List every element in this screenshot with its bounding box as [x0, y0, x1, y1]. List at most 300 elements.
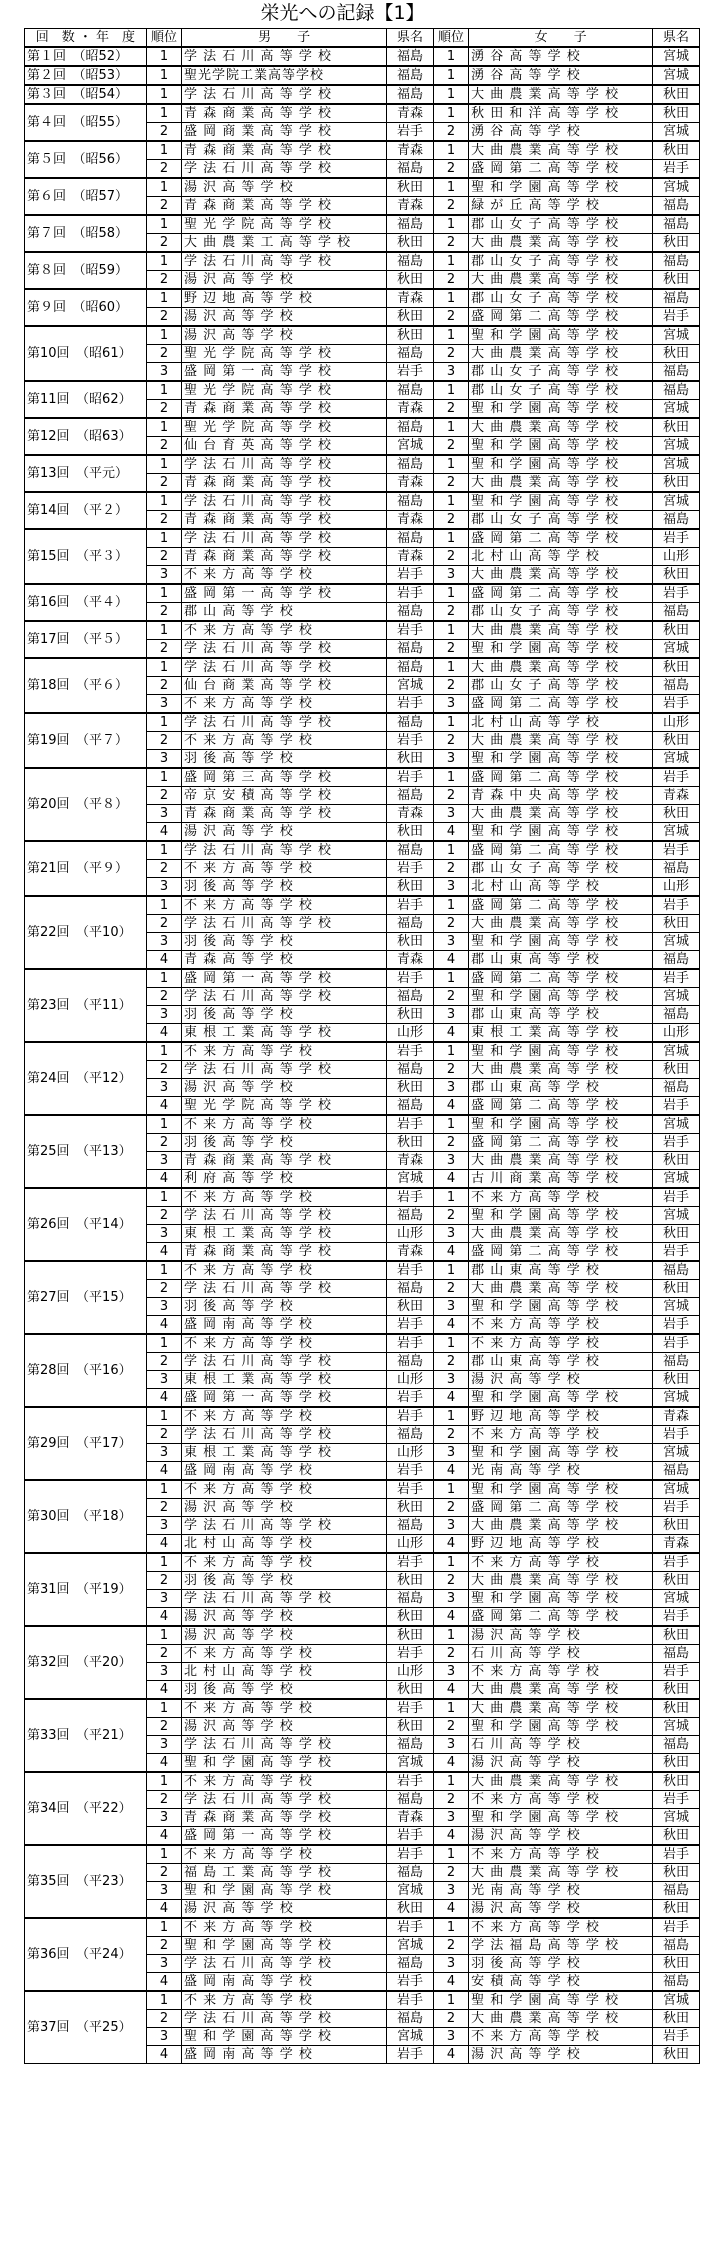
- pref-boys-cell: 福島: [387, 787, 434, 805]
- edition-cell: 第３回 （昭54）: [25, 85, 147, 104]
- school-boys-cell: 大 曲 農 業 工 高 等 学 校: [182, 234, 387, 253]
- rank-girls-cell: 2: [433, 234, 468, 253]
- school-boys-cell: 学 法 石 川 高 等 学 校: [182, 658, 387, 677]
- edition-cell: 第15回 （平３）: [25, 529, 147, 584]
- pref-boys-cell: 宮城: [387, 1754, 434, 1773]
- pref-boys-cell: 秋田: [387, 234, 434, 253]
- school-girls-cell: 聖 和 学 園 高 等 学 校: [469, 455, 653, 474]
- edition-cell: 第14回 （平２）: [25, 492, 147, 529]
- school-girls-cell: 聖 和 学 園 高 等 学 校: [469, 1298, 653, 1316]
- rank-boys-cell: 2: [146, 548, 181, 566]
- school-girls-cell: 大 曲 農 業 高 等 学 校: [469, 1225, 653, 1243]
- rank-girls-cell: 4: [433, 1097, 468, 1116]
- school-boys-cell: 聖 光 学 院 高 等 学 校: [182, 215, 387, 234]
- school-boys-cell: 仙 台 育 英 高 等 学 校: [182, 437, 387, 456]
- rank-girls-cell: 1: [433, 1918, 468, 1937]
- pref-boys-cell: 福島: [387, 1353, 434, 1371]
- pref-boys-cell: 福島: [387, 1061, 434, 1079]
- school-boys-cell: 不 来 方 高 等 学 校: [182, 1334, 387, 1353]
- pref-boys-cell: 福島: [387, 252, 434, 271]
- pref-girls-cell: 秋田: [653, 915, 700, 933]
- rank-girls-cell: 1: [433, 1991, 468, 2010]
- rank-girls-cell: 2: [433, 1791, 468, 1809]
- school-boys-cell: 学 法 石 川 高 等 学 校: [182, 47, 387, 66]
- rank-girls-cell: 3: [433, 566, 468, 585]
- pref-girls-cell: 宮城: [653, 988, 700, 1006]
- school-girls-cell: 盛 岡 第 二 高 等 学 校: [469, 529, 653, 548]
- pref-girls-cell: 宮城: [653, 47, 700, 66]
- table-row: [25, 47, 700, 66]
- school-girls-cell: 北 村 山 高 等 学 校: [469, 548, 653, 566]
- school-boys-cell: 東 根 工 業 高 等 学 校: [182, 1371, 387, 1389]
- rank-boys-cell: 3: [146, 1955, 181, 1973]
- school-girls-cell: 聖 和 学 園 高 等 学 校: [469, 400, 653, 419]
- school-boys-cell: 湯 沢 高 等 学 校: [182, 1626, 387, 1645]
- rank-boys-cell: 2: [146, 1134, 181, 1152]
- school-girls-cell: 聖 和 学 園 高 等 学 校: [469, 178, 653, 197]
- school-boys-cell: 不 来 方 高 等 学 校: [182, 1553, 387, 1572]
- school-girls-cell: 聖 和 学 園 高 等 学 校: [469, 640, 653, 659]
- rank-girls-cell: 3: [433, 805, 468, 823]
- rank-boys-cell: 3: [146, 805, 181, 823]
- pref-boys-cell: 福島: [387, 1207, 434, 1225]
- school-boys-cell: 聖光学院工業高等学校: [182, 66, 387, 85]
- school-boys-cell: 青 森 商 業 高 等 学 校: [182, 141, 387, 160]
- rank-boys-cell: 3: [146, 1517, 181, 1535]
- rank-boys-cell: 3: [146, 1152, 181, 1170]
- pref-girls-cell: 秋田: [653, 345, 700, 363]
- pref-boys-cell: 宮城: [387, 677, 434, 695]
- pref-girls-cell: 福島: [653, 603, 700, 622]
- pref-girls-cell: 秋田: [653, 1955, 700, 1973]
- pref-girls-cell: 岩手: [653, 1334, 700, 1353]
- header-pref-girls: 県名: [653, 29, 700, 48]
- school-boys-cell: 東 根 工 業 高 等 学 校: [182, 1225, 387, 1243]
- rank-boys-cell: 3: [146, 750, 181, 769]
- edition-cell: 第７回 （昭58）: [25, 215, 147, 252]
- pref-girls-cell: 秋田: [653, 1280, 700, 1298]
- school-girls-cell: 安 積 高 等 学 校: [469, 1973, 653, 1992]
- rank-girls-cell: 2: [433, 1645, 468, 1663]
- rank-girls-cell: 1: [433, 841, 468, 860]
- pref-boys-cell: 秋田: [387, 1900, 434, 1919]
- pref-girls-cell: 秋田: [653, 2010, 700, 2028]
- table-row: [25, 141, 700, 160]
- table-row: [25, 104, 700, 123]
- pref-girls-cell: 福島: [653, 1736, 700, 1754]
- edition-cell: 第23回 （平11）: [25, 969, 147, 1042]
- rank-boys-cell: 2: [146, 915, 181, 933]
- edition-cell: 第34回 （平22）: [25, 1772, 147, 1845]
- rank-boys-cell: 3: [146, 1736, 181, 1754]
- rank-boys-cell: 2: [146, 345, 181, 363]
- rank-girls-cell: 1: [433, 141, 468, 160]
- pref-girls-cell: 宮城: [653, 933, 700, 951]
- pref-girls-cell: 岩手: [653, 1918, 700, 1937]
- school-girls-cell: 湧 谷 高 等 学 校: [469, 66, 653, 85]
- pref-girls-cell: 青森: [653, 1407, 700, 1426]
- school-girls-cell: 大 曲 農 業 高 等 学 校: [469, 1517, 653, 1535]
- pref-girls-cell: 福島: [653, 1006, 700, 1024]
- school-girls-cell: 盛 岡 第 二 高 等 学 校: [469, 584, 653, 603]
- rank-boys-cell: 4: [146, 1243, 181, 1262]
- school-girls-cell: 大 曲 農 業 高 等 学 校: [469, 566, 653, 585]
- edition-cell: 第16回 （平４）: [25, 584, 147, 621]
- rank-boys-cell: 1: [146, 1115, 181, 1134]
- table-row: [25, 1626, 700, 1645]
- school-boys-cell: 聖 和 学 園 高 等 学 校: [182, 1937, 387, 1955]
- rank-girls-cell: 4: [433, 2046, 468, 2064]
- pref-boys-cell: 岩手: [387, 1553, 434, 1572]
- school-girls-cell: 不 来 方 高 等 学 校: [469, 1845, 653, 1864]
- school-boys-cell: 不 来 方 高 等 学 校: [182, 1845, 387, 1864]
- rank-girls-cell: 3: [433, 1736, 468, 1754]
- rank-girls-cell: 3: [433, 1079, 468, 1097]
- school-boys-cell: 利 府 高 等 学 校: [182, 1170, 387, 1189]
- rank-girls-cell: 1: [433, 529, 468, 548]
- pref-boys-cell: 福島: [387, 915, 434, 933]
- pref-boys-cell: 福島: [387, 381, 434, 400]
- pref-girls-cell: 宮城: [653, 1389, 700, 1408]
- pref-boys-cell: 宮城: [387, 1170, 434, 1189]
- school-girls-cell: 野 辺 地 高 等 学 校: [469, 1407, 653, 1426]
- pref-girls-cell: 宮城: [653, 640, 700, 659]
- pref-boys-cell: 秋田: [387, 308, 434, 327]
- edition-cell: 第20回 （平８）: [25, 768, 147, 841]
- school-girls-cell: 郡 山 東 高 等 学 校: [469, 1006, 653, 1024]
- table-row: [25, 1261, 700, 1280]
- school-boys-cell: 羽 後 高 等 学 校: [182, 878, 387, 897]
- rank-girls-cell: 3: [433, 363, 468, 382]
- pref-boys-cell: 青森: [387, 289, 434, 308]
- rank-girls-cell: 1: [433, 215, 468, 234]
- pref-boys-cell: 福島: [387, 1426, 434, 1444]
- pref-girls-cell: 福島: [653, 1882, 700, 1900]
- school-boys-cell: 不 来 方 高 等 学 校: [182, 695, 387, 714]
- rank-girls-cell: 1: [433, 1626, 468, 1645]
- school-girls-cell: 古 川 商 業 高 等 学 校: [469, 1170, 653, 1189]
- rank-boys-cell: 4: [146, 1097, 181, 1116]
- school-girls-cell: 不 来 方 高 等 学 校: [469, 1426, 653, 1444]
- pref-boys-cell: 福島: [387, 492, 434, 511]
- rank-girls-cell: 4: [433, 1608, 468, 1627]
- rank-boys-cell: 2: [146, 1280, 181, 1298]
- school-girls-cell: 大 曲 農 業 高 等 学 校: [469, 915, 653, 933]
- pref-girls-cell: 宮城: [653, 1809, 700, 1827]
- school-boys-cell: 不 来 方 高 等 学 校: [182, 860, 387, 878]
- pref-girls-cell: 岩手: [653, 969, 700, 988]
- school-girls-cell: 野 辺 地 高 等 学 校: [469, 1535, 653, 1554]
- pref-boys-cell: 山形: [387, 1371, 434, 1389]
- school-girls-cell: 盛 岡 第 二 高 等 学 校: [469, 160, 653, 179]
- rank-boys-cell: 3: [146, 695, 181, 714]
- pref-girls-cell: 宮城: [653, 1718, 700, 1736]
- pref-girls-cell: 宮城: [653, 1115, 700, 1134]
- rank-boys-cell: 2: [146, 1499, 181, 1517]
- pref-boys-cell: 福島: [387, 658, 434, 677]
- rank-boys-cell: 1: [146, 66, 181, 85]
- pref-boys-cell: 福島: [387, 66, 434, 85]
- rank-boys-cell: 1: [146, 1845, 181, 1864]
- school-boys-cell: 湯 沢 高 等 学 校: [182, 178, 387, 197]
- pref-boys-cell: 秋田: [387, 1298, 434, 1316]
- school-girls-cell: 聖 和 学 園 高 等 学 校: [469, 492, 653, 511]
- table-row: [25, 1845, 700, 1864]
- school-boys-cell: 青 森 商 業 高 等 学 校: [182, 104, 387, 123]
- pref-girls-cell: 秋田: [653, 474, 700, 493]
- rank-boys-cell: 4: [146, 1608, 181, 1627]
- table-row: [25, 289, 700, 308]
- school-girls-cell: 盛 岡 第 二 高 等 学 校: [469, 1499, 653, 1517]
- school-girls-cell: 学 法 福 島 高 等 学 校: [469, 1937, 653, 1955]
- rank-girls-cell: 2: [433, 2010, 468, 2028]
- pref-girls-cell: 宮城: [653, 1207, 700, 1225]
- pref-girls-cell: 山形: [653, 1024, 700, 1043]
- pref-girls-cell: 福島: [653, 1973, 700, 1992]
- rank-boys-cell: 1: [146, 1918, 181, 1937]
- pref-girls-cell: 岩手: [653, 1097, 700, 1116]
- school-boys-cell: 不 来 方 高 等 学 校: [182, 732, 387, 750]
- rank-boys-cell: 2: [146, 1791, 181, 1809]
- pref-boys-cell: 岩手: [387, 1991, 434, 2010]
- rank-boys-cell: 2: [146, 123, 181, 142]
- school-boys-cell: 不 来 方 高 等 学 校: [182, 896, 387, 915]
- rank-girls-cell: 2: [433, 1426, 468, 1444]
- rank-boys-cell: 1: [146, 178, 181, 197]
- school-boys-cell: 湯 沢 高 等 学 校: [182, 271, 387, 290]
- pref-boys-cell: 福島: [387, 1517, 434, 1535]
- school-boys-cell: 学 法 石 川 高 等 学 校: [182, 640, 387, 659]
- pref-girls-cell: 岩手: [653, 1426, 700, 1444]
- school-girls-cell: 聖 和 学 園 高 等 学 校: [469, 823, 653, 842]
- pref-girls-cell: 岩手: [653, 308, 700, 327]
- rank-girls-cell: 4: [433, 1681, 468, 1700]
- rank-girls-cell: 2: [433, 640, 468, 659]
- edition-cell: 第25回 （平13）: [25, 1115, 147, 1188]
- table-row: [25, 584, 700, 603]
- pref-girls-cell: 青森: [653, 787, 700, 805]
- school-girls-cell: 郡 山 女 子 高 等 学 校: [469, 511, 653, 530]
- pref-girls-cell: 宮城: [653, 492, 700, 511]
- school-boys-cell: 仙 台 商 業 高 等 学 校: [182, 677, 387, 695]
- pref-boys-cell: 秋田: [387, 1572, 434, 1590]
- rank-girls-cell: 4: [433, 1462, 468, 1481]
- pref-boys-cell: 秋田: [387, 750, 434, 769]
- rank-boys-cell: 4: [146, 823, 181, 842]
- pref-boys-cell: 宮城: [387, 2028, 434, 2046]
- table-row: [25, 1042, 700, 1061]
- school-girls-cell: 聖 和 学 園 高 等 学 校: [469, 437, 653, 456]
- pref-boys-cell: 福島: [387, 345, 434, 363]
- pref-girls-cell: 岩手: [653, 1663, 700, 1681]
- school-girls-cell: 湯 沢 高 等 学 校: [469, 1626, 653, 1645]
- rank-boys-cell: 2: [146, 1937, 181, 1955]
- pref-girls-cell: 宮城: [653, 400, 700, 419]
- school-boys-cell: 学 法 石 川 高 等 学 校: [182, 455, 387, 474]
- school-boys-cell: 学 法 石 川 高 等 学 校: [182, 1426, 387, 1444]
- school-boys-cell: 聖 光 学 院 高 等 学 校: [182, 1097, 387, 1116]
- rank-boys-cell: 2: [146, 1426, 181, 1444]
- pref-girls-cell: 福島: [653, 1462, 700, 1481]
- school-girls-cell: 大 曲 農 業 高 等 学 校: [469, 1772, 653, 1791]
- pref-boys-cell: 岩手: [387, 695, 434, 714]
- pref-girls-cell: 岩手: [653, 1553, 700, 1572]
- school-boys-cell: 学 法 石 川 高 等 学 校: [182, 252, 387, 271]
- rank-boys-cell: 3: [146, 1590, 181, 1608]
- edition-cell: 第21回 （平９）: [25, 841, 147, 896]
- pref-boys-cell: 福島: [387, 1590, 434, 1608]
- edition-cell: 第９回 （昭60）: [25, 289, 147, 326]
- rank-boys-cell: 2: [146, 860, 181, 878]
- school-boys-cell: 盛 岡 南 高 等 学 校: [182, 1973, 387, 1992]
- pref-girls-cell: 福島: [653, 677, 700, 695]
- pref-girls-cell: 秋田: [653, 141, 700, 160]
- pref-boys-cell: 秋田: [387, 271, 434, 290]
- school-boys-cell: 盛 岡 南 高 等 学 校: [182, 1462, 387, 1481]
- rank-girls-cell: 1: [433, 1772, 468, 1791]
- pref-girls-cell: 宮城: [653, 66, 700, 85]
- rank-boys-cell: 3: [146, 1444, 181, 1462]
- school-boys-cell: 青 森 商 業 高 等 学 校: [182, 805, 387, 823]
- rank-boys-cell: 4: [146, 1316, 181, 1335]
- pref-girls-cell: 秋田: [653, 1152, 700, 1170]
- rank-girls-cell: 1: [433, 658, 468, 677]
- pref-boys-cell: 青森: [387, 805, 434, 823]
- rank-girls-cell: 2: [433, 271, 468, 290]
- rank-boys-cell: 2: [146, 640, 181, 659]
- rank-boys-cell: 1: [146, 1188, 181, 1207]
- rank-girls-cell: 1: [433, 1407, 468, 1426]
- pref-girls-cell: 福島: [653, 1079, 700, 1097]
- edition-cell: 第29回 （平17）: [25, 1407, 147, 1480]
- school-girls-cell: 郡 山 東 高 等 学 校: [469, 951, 653, 970]
- pref-boys-cell: 宮城: [387, 1882, 434, 1900]
- school-girls-cell: 石 川 高 等 学 校: [469, 1736, 653, 1754]
- rank-boys-cell: 4: [146, 1754, 181, 1773]
- school-boys-cell: 聖 和 学 園 高 等 学 校: [182, 1882, 387, 1900]
- school-girls-cell: 郡 山 女 子 高 等 学 校: [469, 252, 653, 271]
- pref-girls-cell: 岩手: [653, 584, 700, 603]
- rank-girls-cell: 1: [433, 1480, 468, 1499]
- school-boys-cell: 青 森 商 業 高 等 学 校: [182, 548, 387, 566]
- school-girls-cell: 聖 和 学 園 高 等 学 校: [469, 1207, 653, 1225]
- school-girls-cell: 湯 沢 高 等 学 校: [469, 1371, 653, 1389]
- school-girls-cell: 湯 沢 高 等 学 校: [469, 1754, 653, 1773]
- pref-boys-cell: 岩手: [387, 969, 434, 988]
- rank-girls-cell: 3: [433, 878, 468, 897]
- school-boys-cell: 聖 光 学 院 高 等 学 校: [182, 418, 387, 437]
- rank-boys-cell: 2: [146, 677, 181, 695]
- rank-boys-cell: 4: [146, 2046, 181, 2064]
- school-boys-cell: 不 来 方 高 等 学 校: [182, 1480, 387, 1499]
- pref-girls-cell: 秋田: [653, 234, 700, 253]
- pref-girls-cell: 宮城: [653, 455, 700, 474]
- rank-girls-cell: 1: [433, 713, 468, 732]
- pref-girls-cell: 山形: [653, 548, 700, 566]
- rank-boys-cell: 3: [146, 878, 181, 897]
- pref-girls-cell: 秋田: [653, 1517, 700, 1535]
- school-boys-cell: 青 森 商 業 高 等 学 校: [182, 474, 387, 493]
- school-girls-cell: 郡 山 東 高 等 学 校: [469, 1353, 653, 1371]
- school-boys-cell: 学 法 石 川 高 等 学 校: [182, 2010, 387, 2028]
- school-boys-cell: 湯 沢 高 等 学 校: [182, 1608, 387, 1627]
- school-boys-cell: 盛 岡 第 一 高 等 学 校: [182, 1389, 387, 1408]
- school-boys-cell: 学 法 石 川 高 等 学 校: [182, 1791, 387, 1809]
- school-girls-cell: 大 曲 農 業 高 等 学 校: [469, 474, 653, 493]
- pref-girls-cell: 岩手: [653, 896, 700, 915]
- rank-girls-cell: 2: [433, 860, 468, 878]
- school-girls-cell: 大 曲 農 業 高 等 学 校: [469, 1061, 653, 1079]
- pref-girls-cell: 福島: [653, 1645, 700, 1663]
- pref-boys-cell: 山形: [387, 1535, 434, 1554]
- school-boys-cell: 盛 岡 第 一 高 等 学 校: [182, 584, 387, 603]
- table-row: [25, 418, 700, 437]
- school-girls-cell: 大 曲 農 業 高 等 学 校: [469, 1572, 653, 1590]
- pref-girls-cell: 福島: [653, 951, 700, 970]
- table-row: [25, 1188, 700, 1207]
- school-boys-cell: 北 村 山 高 等 学 校: [182, 1535, 387, 1554]
- rank-girls-cell: 2: [433, 1353, 468, 1371]
- pref-boys-cell: 福島: [387, 529, 434, 548]
- pref-boys-cell: 岩手: [387, 363, 434, 382]
- pref-boys-cell: 福島: [387, 455, 434, 474]
- school-boys-cell: 不 来 方 高 等 学 校: [182, 1645, 387, 1663]
- school-girls-cell: 盛 岡 第 二 高 等 学 校: [469, 896, 653, 915]
- rank-boys-cell: 4: [146, 1024, 181, 1043]
- pref-boys-cell: 秋田: [387, 1608, 434, 1627]
- school-boys-cell: 青 森 商 業 高 等 学 校: [182, 511, 387, 530]
- table-row: [25, 1991, 700, 2010]
- rank-boys-cell: 2: [146, 437, 181, 456]
- school-girls-cell: 北 村 山 高 等 学 校: [469, 713, 653, 732]
- rank-girls-cell: 2: [433, 511, 468, 530]
- rank-boys-cell: 4: [146, 1535, 181, 1554]
- rank-boys-cell: 1: [146, 455, 181, 474]
- pref-girls-cell: 岩手: [653, 2028, 700, 2046]
- school-boys-cell: 湯 沢 高 等 学 校: [182, 1499, 387, 1517]
- school-girls-cell: 湧 谷 高 等 学 校: [469, 123, 653, 142]
- pref-boys-cell: 青森: [387, 474, 434, 493]
- school-girls-cell: 大 曲 農 業 高 等 学 校: [469, 1152, 653, 1170]
- pref-girls-cell: 秋田: [653, 1681, 700, 1700]
- pref-boys-cell: 福島: [387, 47, 434, 66]
- edition-cell: 第17回 （平５）: [25, 621, 147, 658]
- school-girls-cell: 盛 岡 第 二 高 等 学 校: [469, 1608, 653, 1627]
- pref-boys-cell: 福島: [387, 1280, 434, 1298]
- rank-boys-cell: 1: [146, 215, 181, 234]
- table-row: [25, 252, 700, 271]
- pref-girls-cell: 岩手: [653, 1608, 700, 1627]
- school-girls-cell: 大 曲 農 業 高 等 学 校: [469, 1681, 653, 1700]
- table-row: [25, 713, 700, 732]
- school-boys-cell: 青 森 商 業 高 等 学 校: [182, 1809, 387, 1827]
- pref-girls-cell: 岩手: [653, 1316, 700, 1335]
- pref-girls-cell: 岩手: [653, 1499, 700, 1517]
- school-girls-cell: 湯 沢 高 等 学 校: [469, 2046, 653, 2064]
- school-girls-cell: 盛 岡 第 二 高 等 学 校: [469, 695, 653, 714]
- pref-girls-cell: 福島: [653, 197, 700, 216]
- school-boys-cell: 学 法 石 川 高 等 学 校: [182, 1590, 387, 1608]
- school-girls-cell: 盛 岡 第 二 高 等 学 校: [469, 1243, 653, 1262]
- rank-girls-cell: 4: [433, 1170, 468, 1189]
- school-boys-cell: 盛 岡 第 一 高 等 学 校: [182, 969, 387, 988]
- school-girls-cell: 不 来 方 高 等 学 校: [469, 1553, 653, 1572]
- table-row: [25, 1553, 700, 1572]
- rank-boys-cell: 2: [146, 511, 181, 530]
- pref-girls-cell: 福島: [653, 289, 700, 308]
- rank-boys-cell: 1: [146, 1480, 181, 1499]
- pref-boys-cell: 秋田: [387, 1499, 434, 1517]
